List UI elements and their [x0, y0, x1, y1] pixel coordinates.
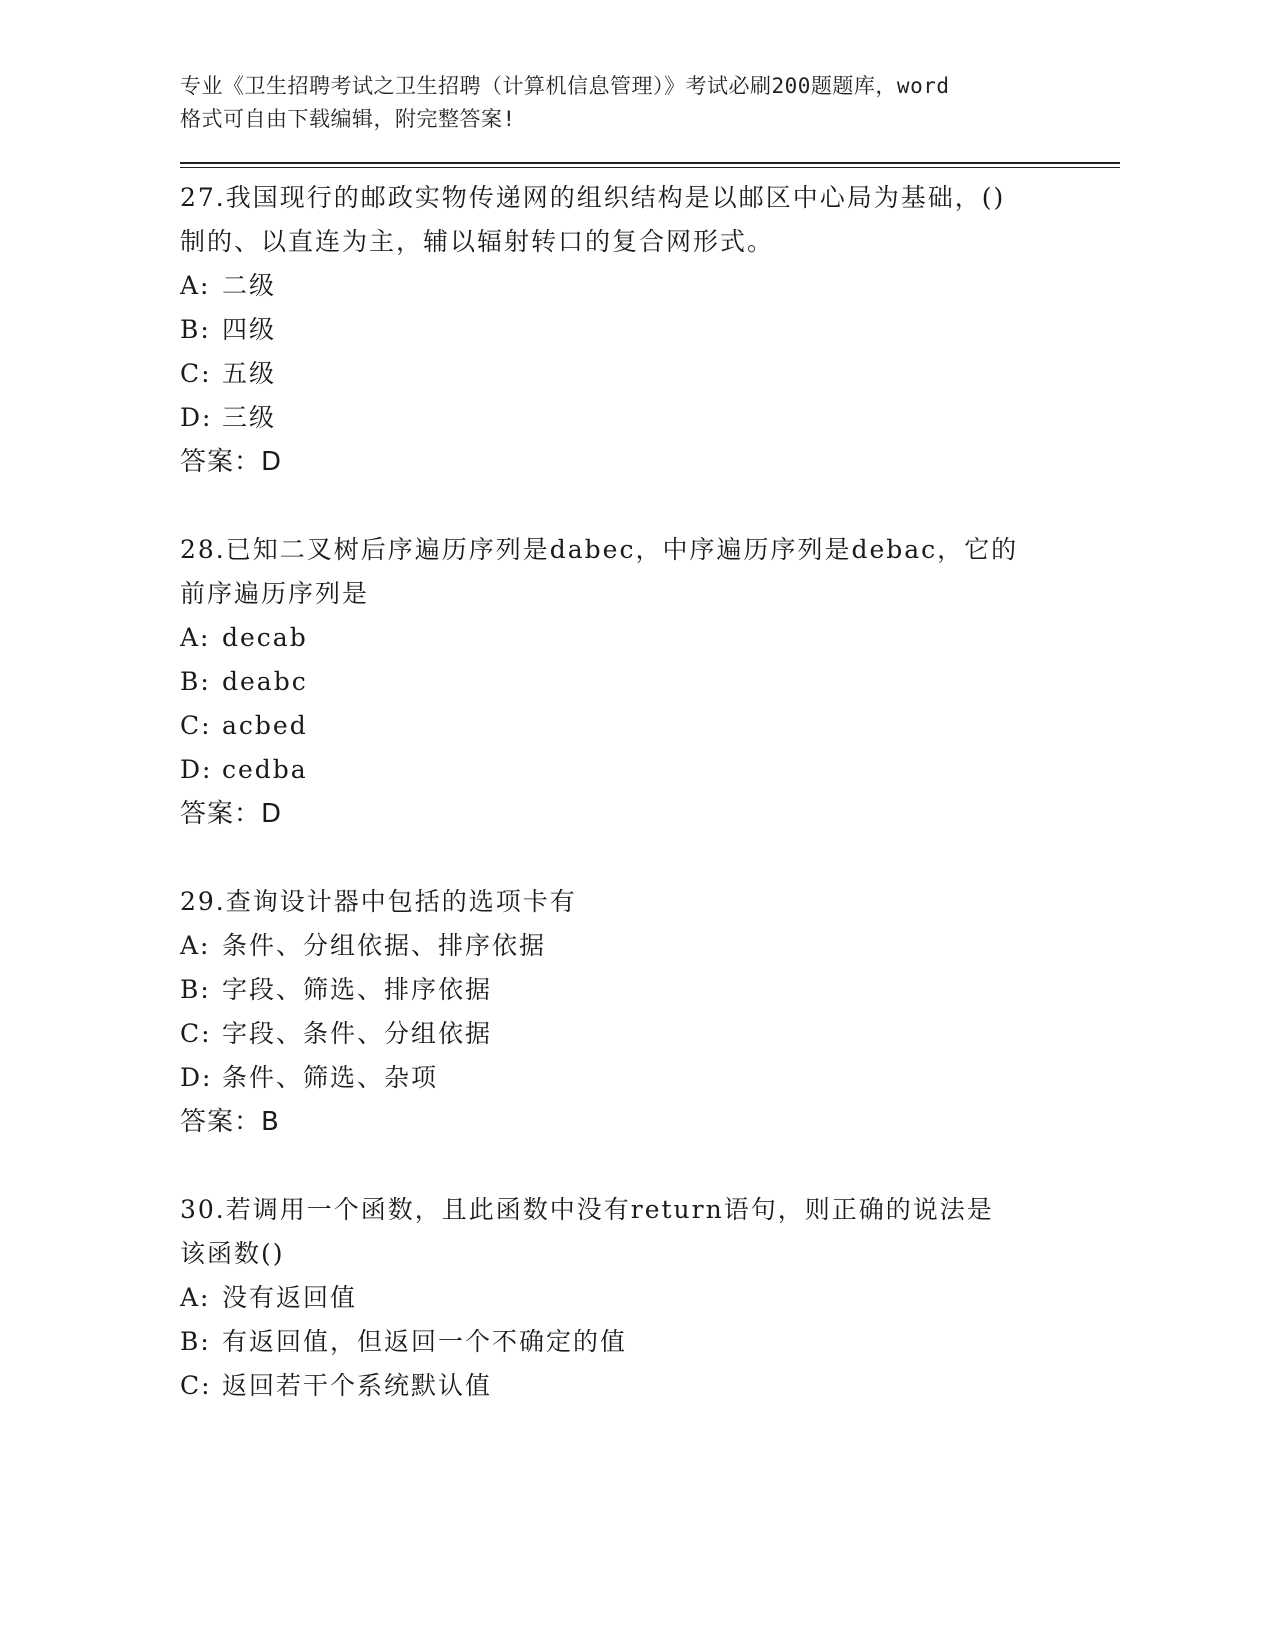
- option-text: 三级: [222, 403, 277, 432]
- question-stem: [180, 880, 1120, 924]
- question-stem: [180, 176, 1120, 264]
- option-text: cedba: [222, 755, 308, 784]
- question-stem: [180, 1188, 1120, 1276]
- answer-line: 答案：D: [180, 799, 283, 829]
- option-d: [180, 396, 1120, 440]
- question-stem-line: 前序遍历序列是: [180, 579, 370, 608]
- option-label: D:: [180, 1063, 213, 1092]
- option-label: C:: [180, 1019, 212, 1048]
- option-d: [180, 1056, 1120, 1100]
- question-stem-line: 29.查询设计器中包括的选项卡有: [180, 887, 577, 916]
- question-stem-line: 27.我国现行的邮政实物传递网的组织结构是以邮区中心局为基础，(): [180, 183, 1006, 212]
- option-label: A:: [180, 623, 211, 652]
- option-b: [180, 308, 1120, 352]
- answer-line: 答案：B: [180, 1107, 280, 1137]
- header-line-2: 格式可自由下载编辑，附完整答案!: [180, 107, 516, 131]
- question-stem-line: 30.若调用一个函数，且此函数中没有return语句，则正确的说法是: [180, 1195, 994, 1224]
- option-b: [180, 660, 1120, 704]
- option-a: [180, 1276, 1120, 1320]
- option-label: A:: [180, 271, 211, 300]
- header-divider-thin: [180, 167, 1120, 168]
- option-c: [180, 1012, 1120, 1056]
- question-28: [180, 528, 1120, 836]
- question-stem-line: 制的、以直连为主，辅以辐射转口的复合网形式。: [180, 227, 775, 256]
- option-text: 条件、分组依据、排序依据: [222, 931, 547, 960]
- option-label: D:: [180, 755, 213, 784]
- option-label: B:: [180, 315, 211, 344]
- option-text: deabc: [222, 667, 308, 696]
- document-page: [180, 70, 1120, 1408]
- option-text: 返回若干个系统默认值: [222, 1371, 493, 1400]
- option-b: [180, 1320, 1120, 1364]
- option-label: D:: [180, 403, 213, 432]
- document-header: [180, 70, 1120, 136]
- option-label: B:: [180, 975, 211, 1004]
- option-b: [180, 968, 1120, 1012]
- question-27: [180, 176, 1120, 484]
- option-text: acbed: [222, 711, 308, 740]
- header-line-1: 专业《卫生招聘考试之卫生招聘（计算机信息管理）》考试必刷200题题库，word: [180, 74, 950, 98]
- option-d: [180, 748, 1120, 792]
- header-divider: [180, 162, 1120, 164]
- option-text: 五级: [222, 359, 277, 388]
- option-label: A:: [180, 1283, 211, 1312]
- option-label: A:: [180, 931, 211, 960]
- option-c: [180, 704, 1120, 748]
- option-text: 四级: [222, 315, 277, 344]
- option-text: 二级: [222, 271, 277, 300]
- option-text: 条件、筛选、杂项: [222, 1063, 439, 1092]
- option-text: decab: [222, 623, 308, 652]
- option-a: [180, 264, 1120, 308]
- question-30: [180, 1188, 1120, 1408]
- option-a: [180, 924, 1120, 968]
- option-label: B:: [180, 1327, 211, 1356]
- question-stem-line: 该函数(): [180, 1239, 285, 1268]
- option-label: C:: [180, 711, 212, 740]
- question-29: [180, 880, 1120, 1144]
- option-text: 有返回值，但返回一个不确定的值: [222, 1327, 628, 1356]
- question-stem: [180, 528, 1120, 616]
- option-a: [180, 616, 1120, 660]
- answer-line: 答案：D: [180, 447, 283, 477]
- question-stem-line: 28.已知二叉树后序遍历序列是dabec，中序遍历序列是debac，它的: [180, 535, 1019, 564]
- option-text: 字段、条件、分组依据: [222, 1019, 493, 1048]
- option-text: 没有返回值: [222, 1283, 358, 1312]
- option-c: [180, 1364, 1120, 1408]
- option-label: C:: [180, 1371, 212, 1400]
- option-label: B:: [180, 667, 211, 696]
- option-c: [180, 352, 1120, 396]
- option-label: C:: [180, 359, 212, 388]
- option-text: 字段、筛选、排序依据: [222, 975, 493, 1004]
